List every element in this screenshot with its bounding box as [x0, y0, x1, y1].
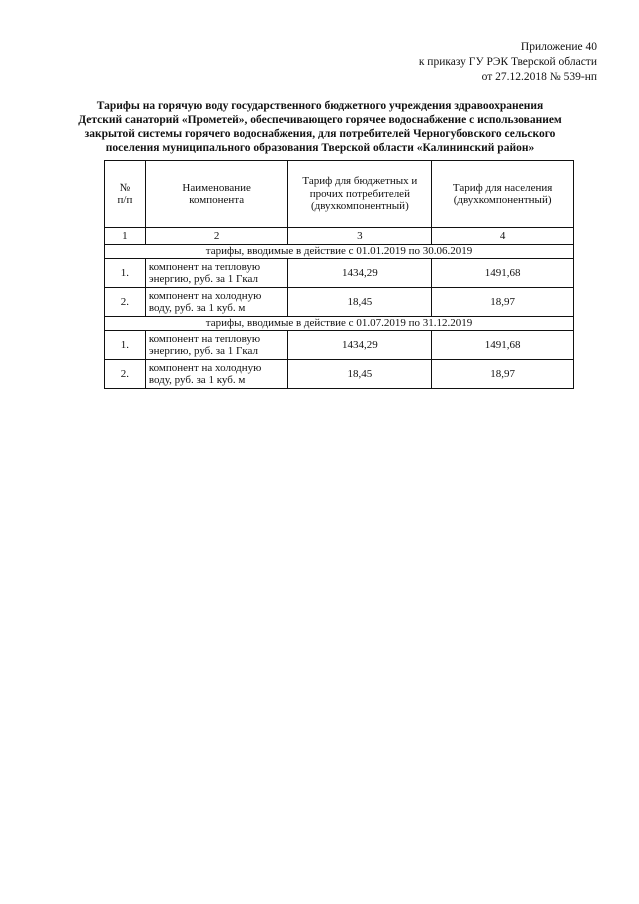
population-tariff-value: 18,97	[432, 288, 574, 317]
component-name	[145, 331, 288, 360]
title-line: Тарифы на горячую воду государственного бюджетного учреждения здравоохранения	[96, 100, 544, 112]
component-name-line: воду, руб. за 1 куб. м	[148, 374, 246, 386]
column-number-row	[105, 228, 574, 245]
component-name-line: компонент на холодную	[148, 289, 262, 302]
header-text: Тариф для населения	[452, 181, 553, 194]
row-number: 1.	[105, 331, 146, 360]
header-budget-tariff	[288, 161, 432, 228]
budget-tariff-value: 18,45	[288, 288, 432, 317]
budget-tariff-value: 18,45	[288, 360, 432, 389]
component-name	[145, 288, 288, 317]
budget-tariff-value: 1434,29	[288, 259, 432, 288]
header-text: №	[119, 181, 131, 194]
period-label: тарифы, вводимые в действие с 01.07.2019 по 31.12.2019	[105, 317, 574, 331]
column-number: 2	[145, 228, 288, 245]
title-line: поселения муниципального образования Тверской области «Калининский район»	[105, 142, 535, 154]
document-title	[60, 99, 580, 155]
component-name-line: воду, руб. за 1 куб. м	[148, 302, 246, 314]
header-text: прочих потребителей	[309, 187, 410, 200]
component-name	[145, 259, 288, 288]
period-row	[105, 245, 574, 259]
title-line: закрытой системы горячего водоснабжения, для потребителей Черногубовского сельского	[84, 128, 556, 140]
component-name-line: компонент на холодную	[148, 361, 262, 374]
table-row	[105, 259, 574, 288]
population-tariff-value: 1491,68	[432, 259, 574, 288]
component-name	[145, 360, 288, 389]
title-line: Детский санаторий «Прометей», обеспечивающего горячее водоснабжение с использованием	[78, 114, 562, 126]
component-name-line: компонент на тепловую	[148, 332, 261, 345]
appendix-reference	[297, 40, 597, 85]
period-label: тарифы, вводимые в действие с 01.01.2019 по 30.06.2019	[105, 245, 574, 259]
component-name-line: компонент на тепловую	[148, 260, 261, 273]
budget-tariff-value: 1434,29	[288, 331, 432, 360]
header-population-tariff	[432, 161, 574, 228]
table-header-row	[105, 161, 574, 228]
table-row	[105, 331, 574, 360]
column-number: 4	[432, 228, 574, 245]
table-row	[105, 360, 574, 389]
header-component-name	[145, 161, 288, 228]
population-tariff-value: 18,97	[432, 360, 574, 389]
header-text: (двухкомпонентный)	[453, 194, 552, 206]
header-text: Тариф для бюджетных и	[302, 175, 418, 188]
appendix-number: Приложение 40	[520, 41, 597, 53]
row-number: 2.	[105, 288, 146, 317]
row-number: 1.	[105, 259, 146, 288]
population-tariff-value: 1491,68	[432, 331, 574, 360]
tariff-table	[104, 160, 574, 389]
period-row	[105, 317, 574, 331]
column-number: 3	[288, 228, 432, 245]
row-number: 2.	[105, 360, 146, 389]
component-name-line: энергию, руб. за 1 Гкал	[148, 273, 259, 285]
table-row	[105, 288, 574, 317]
header-text: компонента	[189, 194, 245, 206]
component-name-line: энергию, руб. за 1 Гкал	[148, 345, 259, 357]
appendix-date: от 27.12.2018 № 539-нп	[481, 71, 597, 83]
column-number: 1	[105, 228, 146, 245]
header-text: п/п	[117, 194, 133, 206]
header-number	[105, 161, 146, 228]
appendix-order: к приказу ГУ РЭК Тверской области	[418, 56, 597, 68]
header-text: (двухкомпонентный)	[310, 200, 409, 213]
header-text: Наименование	[182, 181, 251, 194]
